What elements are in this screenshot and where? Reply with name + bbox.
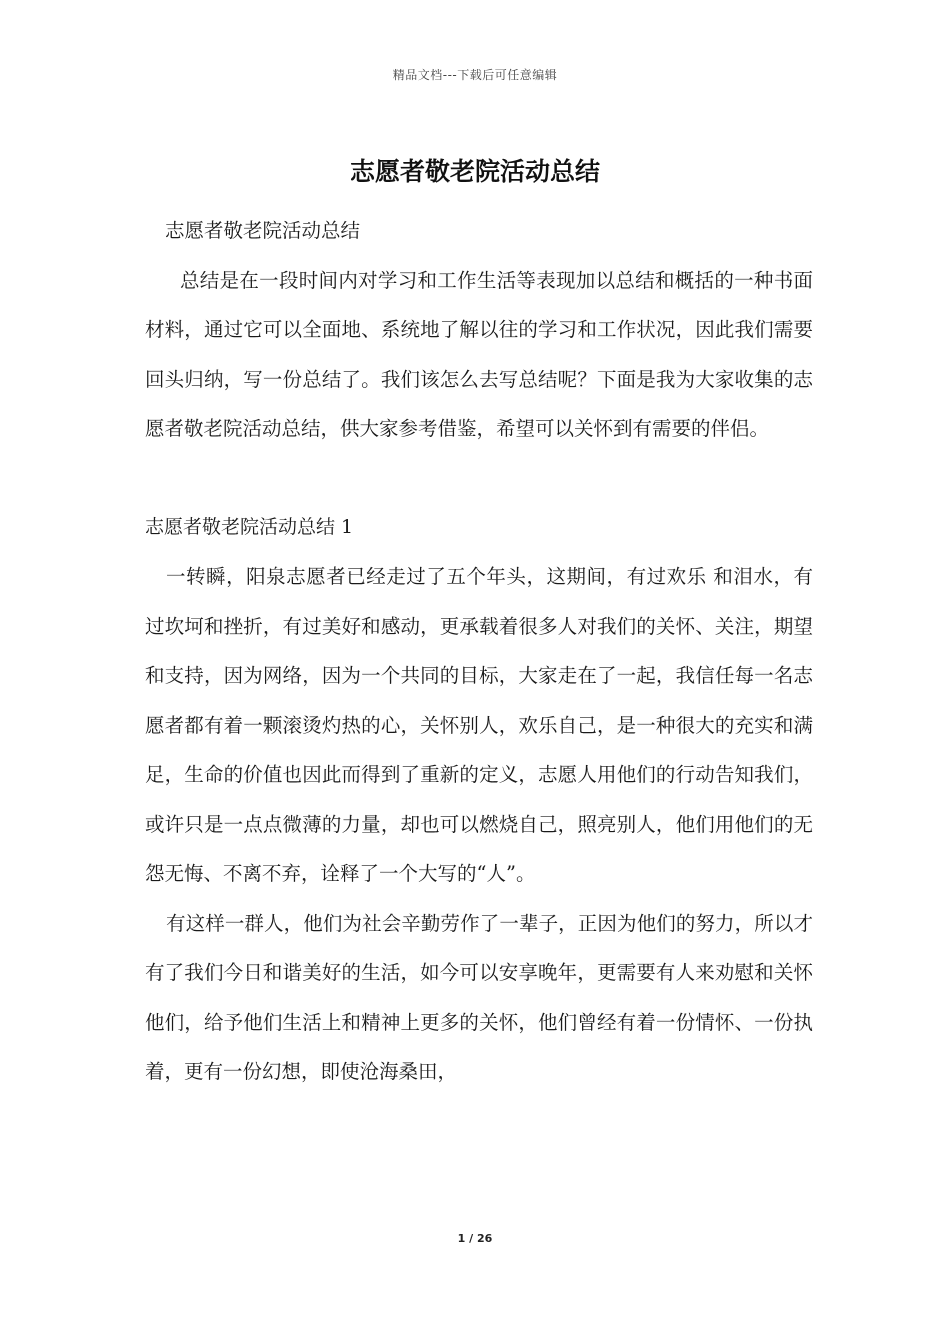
section-heading: 志愿者敬老院活动总结 1 xyxy=(145,515,354,538)
body-paragraph: 有这样一群人，他们为社会辛勤劳作了一辈子，正因为他们的努力，所以才有了我们今日和谐美好的生活，如今可以安享晚年，更需要有人来劝慰和关怀他们，给予他们生活上和精神上更多的关怀，他们曾经有着一份情怀、一份执着，更有一份幻想，即使沧海桑田， xyxy=(145,911,813,1083)
body-paragraph: 一转瞬，阳泉志愿者已经走过了五个年头，这期间，有过欢乐 和泪水，有过坎坷和挫折，有过美好和感动，更承载着很多人对我们的关怀、关注，期望和支持，因为网络，因为一个共同的目标，大家走在了一起，我信任每一名志愿者都有着一颗滚烫灼热的心，关怀别人，欢乐自己，是一种很大的充实和满足，生命的价值也因此而得到了重新的定义，志愿人用他们的行动告知我们，或许只是一点点微薄的力量，却也可以燃烧自己，照亮别人，他们用他们的无怨无悔、不离不弃，诠释了一个大写的“人”。 xyxy=(145,565,813,885)
document-body xyxy=(145,206,813,1097)
document-subtitle: 志愿者敬老院活动总结 xyxy=(165,219,361,242)
page-number: 1 / 26 xyxy=(457,1232,493,1245)
document-title: 志愿者敬老院活动总结 xyxy=(349,157,600,186)
intro-paragraph: 总结是在一段时间内对学习和工作生活等表现加以总结和概括的一种书面材料，通过它可以全面地、系统地了解以往的学习和工作状况，因此我们需要回头归纳，写一份总结了。我们该怎么去写总结呢？下面是我为大家收集的志愿者敬老院活动总结，供大家参考借鉴，希望可以关怀到有需要的伴侣。 xyxy=(145,268,813,440)
page-header: 精品文档---下载后可任意编辑 xyxy=(392,68,558,82)
